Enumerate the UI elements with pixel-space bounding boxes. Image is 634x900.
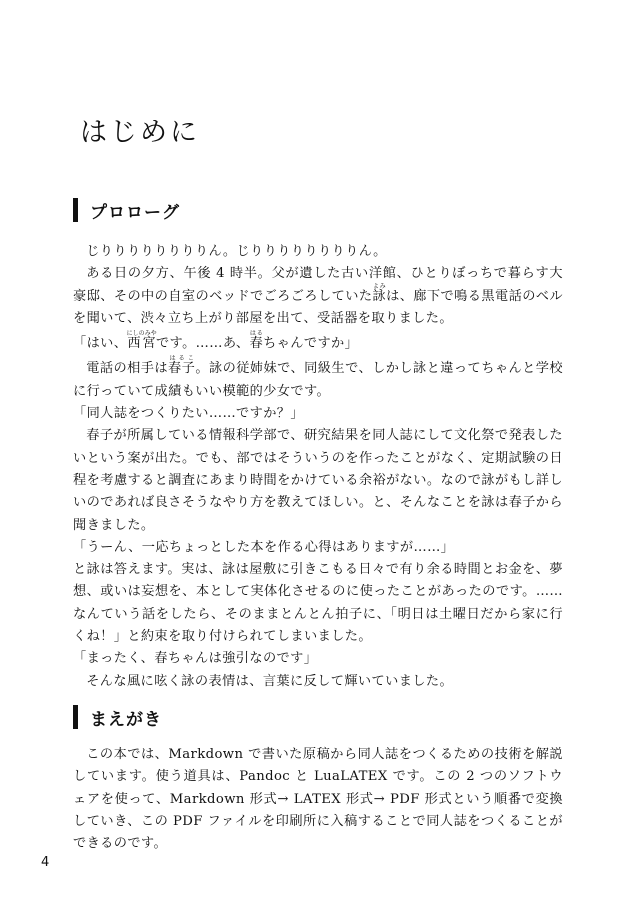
paragraph: ある日の夕方、午後 4 時半。父が遺した古い洋館、ひとりぼっちで暮らす大豪邸、その中の自室のベッドでごろごろしていた詠よみは、廊下で鳴る黒電話のベルを聞いて、渋々立ち上がり部屋を出て、受話器を取りました。	[73, 266, 563, 326]
paragraph: 「まったく、春ちゃんは強引なのです」	[73, 651, 318, 667]
ruby-haru: はる	[249, 330, 264, 338]
ruby-nishinomiya: にしのみや	[126, 330, 157, 338]
ruby-haruko: はるこ	[168, 355, 196, 363]
preface-heading-block	[73, 704, 162, 730]
preface-heading: まえがき	[90, 709, 162, 730]
ruby-yomi: よみ	[372, 282, 387, 290]
heading-bar	[73, 198, 78, 222]
paragraph: じりりりりりりりりん。じりりりりりりりりん。	[86, 244, 387, 259]
paragraph: 「同人誌をつくりたい……ですか？」	[73, 406, 304, 422]
paragraph: そんな風に呟く詠の表情は、言葉に反して輝いていました。	[86, 673, 454, 689]
page-number: 4	[41, 855, 50, 870]
paragraph: 「はい、西宮にしのみやです。……あ、春はるちゃんですか」	[73, 330, 359, 352]
prologue-body	[73, 241, 563, 693]
paragraph: 春子が所属している情報科学部で、研究結果を同人誌にして文化祭で発表したいという案が出た。でも、部ではそういうのを作ったことがなく、定期試験の日程を考慮すると調査にあまり時間をかけている余裕がない。なので詠がもし詳しいのであれば良さそうなやり方を教えてほしい。と、そんなことを詠は春子から聞きました。	[73, 428, 563, 533]
paragraph: 「うーん、一応ちょっとした本を作る心得はありますが……」	[73, 539, 455, 555]
heading-bar	[73, 705, 78, 729]
paragraph: 電話の相手は春子はるこ。詠の従姉妹で、同級生で、しかし詠と違ってちゃんと学校に行っていて成績もいい模範的少女です。	[73, 355, 563, 399]
prologue-heading: プロローグ	[90, 202, 180, 223]
preface-body	[73, 744, 563, 855]
paragraph: この本では、Markdown で書いた原稿から同人誌をつくるための技術を解説しています。使う道具は、Pandoc と LuaLATEX です。この 2 つのソフトウェアを使って、Markdown 形式→ LATEX 形式→ PDF 形式という順番で変換していき、この PDF ファイルを印刷所に入稿することで同人誌をつくることができるのです。	[73, 747, 563, 852]
prologue-heading-block	[73, 197, 180, 223]
chapter-title: はじめに	[80, 117, 200, 148]
paragraph: と詠は答えます。実は、詠は屋敷に引きこもる日々で有り余る時間とお金を、夢想、或いは妄想を、本として実体化させるのに使ったことがあったのです。……なんていう話をしたら、そのままとんとん拍子に、「明日は土曜日だから家に行くね！」と約束を取り付けられてしまいました。	[73, 562, 563, 645]
